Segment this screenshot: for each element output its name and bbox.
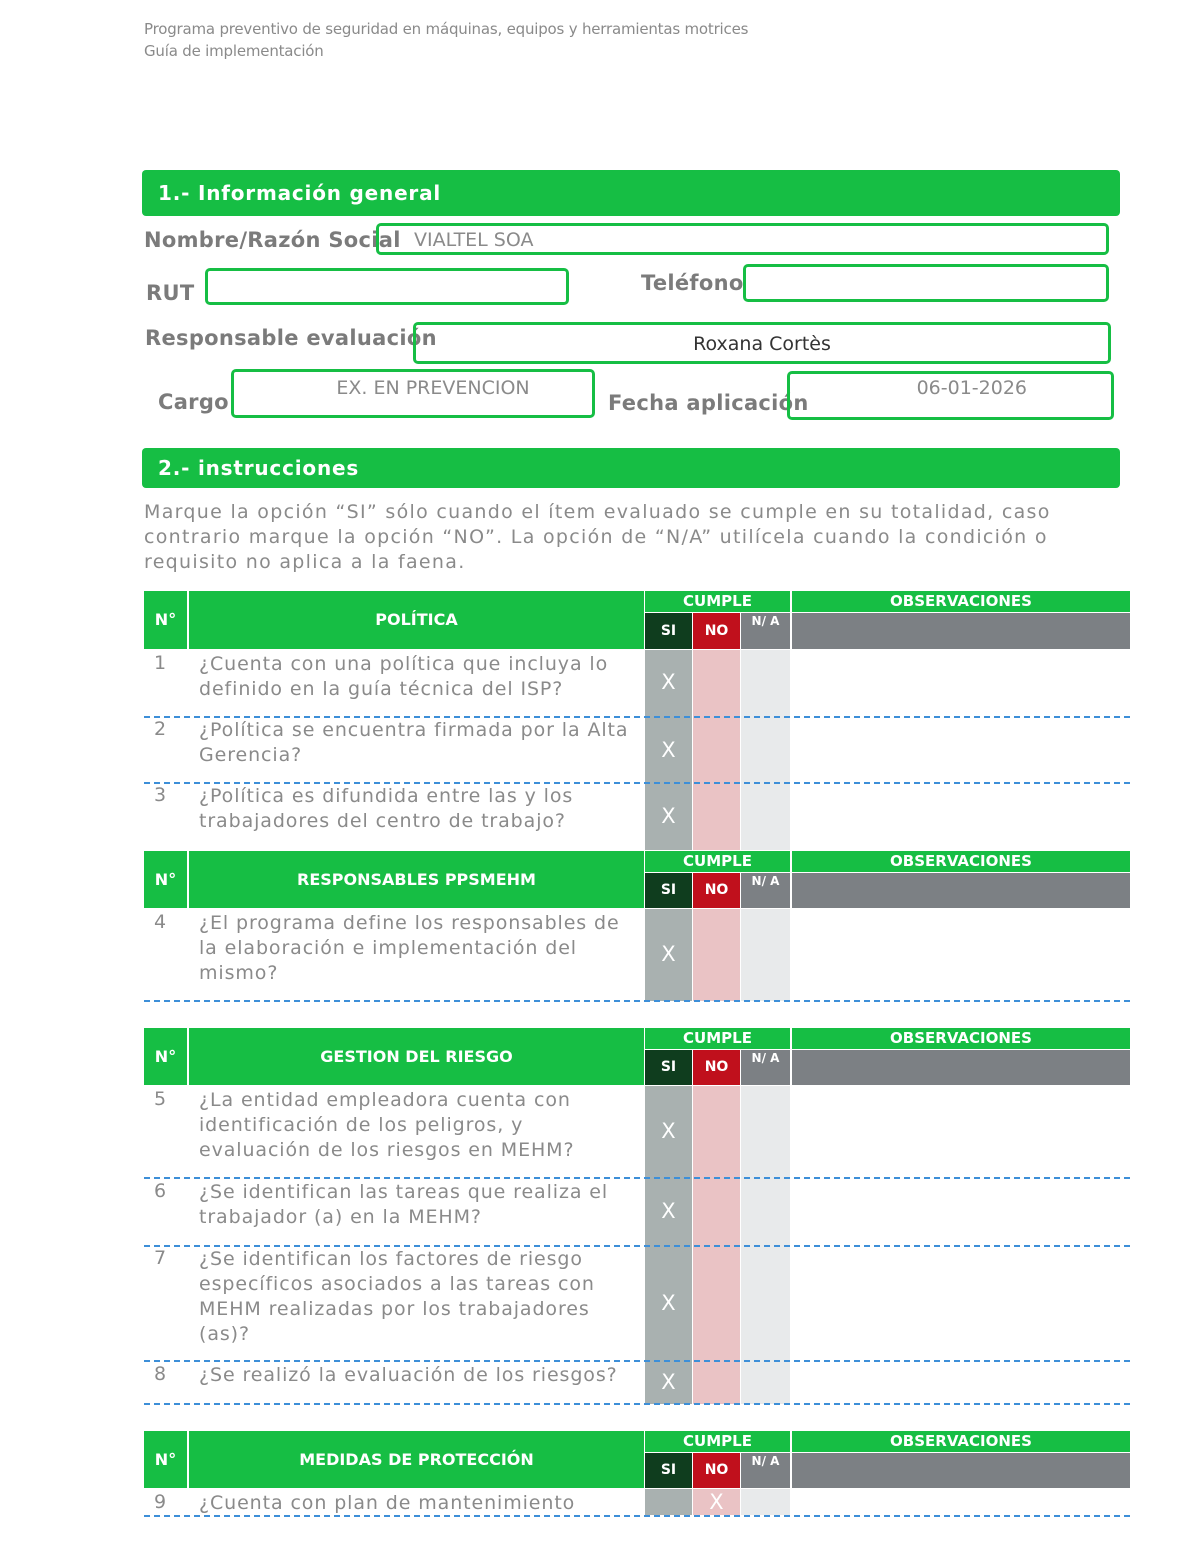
- fecha-label: Fecha aplicación: [608, 391, 809, 415]
- na-column: [741, 650, 790, 850]
- col-header-si: SI: [645, 1050, 692, 1085]
- table-title: MEDIDAS DE PROTECCIÓN: [189, 1431, 644, 1488]
- si-mark[interactable]: X: [661, 1119, 676, 1143]
- row-divider: [144, 1177, 1130, 1179]
- col-header-observaciones: OBSERVACIONES: [792, 591, 1130, 612]
- checklist-table-gestion-riesgo: [144, 1028, 1130, 1408]
- responsable-value: Roxana Cortès: [693, 333, 831, 355]
- col-header-cumple: CUMPLE: [645, 1431, 790, 1452]
- row-question: ¿Política es difundida entre las y los trabajadores del centro de trabajo?: [199, 785, 574, 832]
- row-question: ¿Se identifican las tareas que realiza el trabajador (a) en la MEHM?: [199, 1181, 609, 1228]
- si-column: [645, 1489, 692, 1515]
- na-column: [741, 1489, 790, 1515]
- observaciones-header-fill: [792, 1050, 1130, 1085]
- cargo-label: Cargo: [158, 390, 229, 414]
- col-header-observaciones: OBSERVACIONES: [792, 1431, 1130, 1452]
- col-header-n: N°: [144, 1028, 187, 1085]
- row-question: ¿Cuenta con una política que incluya lo definido en la guía técnica del ISP?: [199, 653, 609, 700]
- col-header-na: N/ A: [741, 1050, 790, 1085]
- row-number: 3: [154, 784, 167, 806]
- row-divider: [144, 1403, 1130, 1405]
- rut-field[interactable]: [205, 268, 569, 305]
- col-header-observaciones: OBSERVACIONES: [792, 1028, 1130, 1049]
- si-mark[interactable]: X: [661, 670, 676, 694]
- observaciones-header-fill: [792, 1453, 1130, 1488]
- col-header-no: NO: [693, 873, 740, 908]
- col-header-n: N°: [144, 591, 187, 649]
- row-divider: [144, 1360, 1130, 1362]
- col-header-n: N°: [144, 851, 187, 908]
- row-question: ¿Política se encuentra firmada por la Alta Gerencia?: [199, 719, 629, 766]
- razon-social-label: Nombre/Razón Social: [144, 228, 401, 252]
- si-mark[interactable]: X: [661, 1291, 676, 1315]
- col-header-observaciones: OBSERVACIONES: [792, 851, 1130, 872]
- na-column: [741, 909, 790, 1001]
- section-info-general-bar: 1.- Información general: [142, 170, 1120, 216]
- telefono-field[interactable]: [743, 264, 1109, 302]
- row-number: 1: [154, 652, 167, 674]
- table-title: GESTION DEL RIESGO: [189, 1028, 644, 1085]
- row-question: ¿La entidad empleadora cuenta con identificación de los peligros, y evaluación de los riesgos en MEHM?: [199, 1089, 575, 1161]
- cargo-value: EX. EN PREVENCION: [336, 377, 530, 399]
- row-number: 9: [154, 1491, 167, 1513]
- row-number: 7: [154, 1247, 167, 1269]
- telefono-label: Teléfono: [641, 271, 744, 295]
- row-question: ¿Se identifican los factores de riesgo específicos asociados a las tareas con MEHM realizadas por los trabajadores (as)?: [199, 1248, 595, 1345]
- si-mark[interactable]: X: [661, 1370, 676, 1394]
- col-header-no: NO: [693, 1453, 740, 1488]
- si-mark[interactable]: X: [661, 804, 676, 828]
- document-header-title: Programa preventivo de seguridad en máquinas, equipos y herramientas motrices: [144, 20, 749, 38]
- instructions-text: Marque la opción “SI” sólo cuando el ítem evaluado se cumple en su totalidad, caso contrario marque la opción “NO”. La opción de “N/A” utilícela cuando la condición o requisito no aplica a la faena.: [144, 501, 1051, 573]
- si-mark[interactable]: X: [661, 1199, 676, 1223]
- col-header-cumple: CUMPLE: [645, 851, 790, 872]
- col-header-no: NO: [693, 1050, 740, 1085]
- document-header-subtitle: Guía de implementación: [144, 42, 324, 60]
- row-number: 4: [154, 911, 167, 933]
- row-number: 2: [154, 718, 167, 740]
- col-header-n: N°: [144, 1431, 187, 1488]
- checklist-table-medidas-proteccion: [144, 1431, 1130, 1521]
- no-column: [693, 650, 740, 850]
- col-header-na: N/ A: [741, 873, 790, 908]
- responsable-label: Responsable evaluación: [145, 326, 437, 350]
- row-number: 8: [154, 1363, 167, 1385]
- section-instrucciones-bar: 2.- instrucciones: [142, 448, 1120, 488]
- col-header-si: SI: [645, 873, 692, 908]
- observaciones-header-fill: [792, 873, 1130, 908]
- col-header-si: SI: [645, 613, 692, 649]
- row-divider: [144, 1000, 1130, 1002]
- checklist-table-politica: [144, 591, 1130, 851]
- row-question: ¿El programa define los responsables de la elaboración e implementación del mismo?: [199, 912, 620, 984]
- observaciones-header-fill: [792, 613, 1130, 649]
- razon-social-value: VIALTEL SOA: [414, 229, 534, 251]
- col-header-cumple: CUMPLE: [645, 591, 790, 612]
- checklist-table-responsables: [144, 851, 1130, 1003]
- row-question: ¿Se realizó la evaluación de los riesgos?: [199, 1364, 618, 1386]
- no-mark[interactable]: X: [709, 1490, 724, 1514]
- table-title: POLÍTICA: [189, 591, 644, 649]
- row-number: 6: [154, 1180, 167, 1202]
- row-question: ¿Cuenta con plan de mantenimiento: [199, 1492, 576, 1514]
- col-header-na: N/ A: [741, 1453, 790, 1488]
- col-header-no: NO: [693, 613, 740, 649]
- col-header-si: SI: [645, 1453, 692, 1488]
- no-column: [693, 909, 740, 1001]
- col-header-na: N/ A: [741, 613, 790, 649]
- si-mark[interactable]: X: [661, 942, 676, 966]
- fecha-value: 06-01-2026: [916, 377, 1027, 399]
- row-divider: [144, 1515, 1130, 1517]
- rut-label: RUT: [146, 281, 195, 305]
- row-number: 5: [154, 1088, 167, 1110]
- si-mark[interactable]: X: [661, 738, 676, 762]
- table-title: RESPONSABLES PPSMEHM: [189, 851, 644, 908]
- col-header-cumple: CUMPLE: [645, 1028, 790, 1049]
